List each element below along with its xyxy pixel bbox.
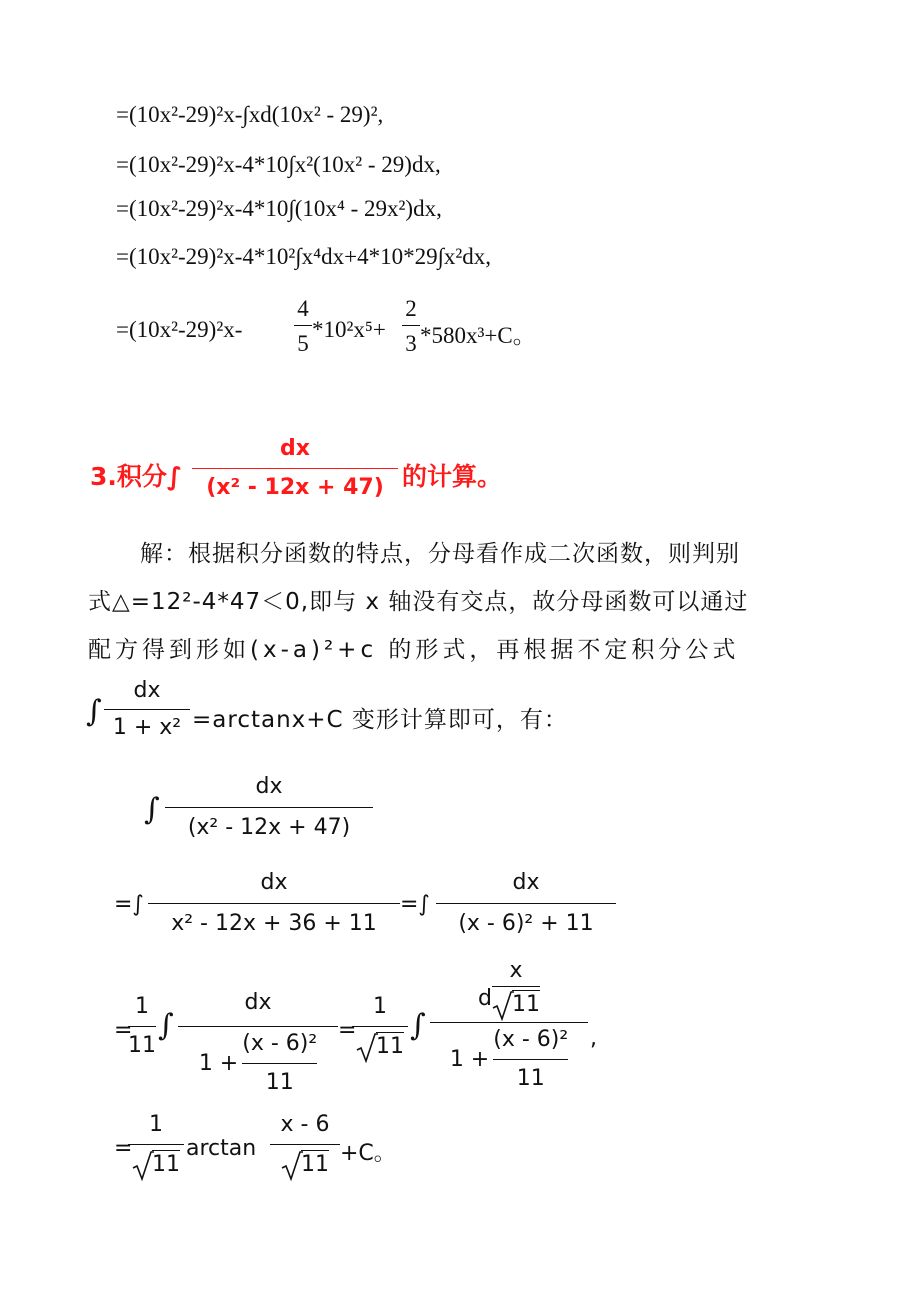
problem-heading-prefix: 3.积分∫ bbox=[90, 462, 183, 491]
step3-equals: = bbox=[114, 1018, 133, 1043]
step2-fraction-bar-2 bbox=[436, 903, 616, 904]
step3-fraction-1 bbox=[178, 992, 338, 1094]
sqrt-radicand: 11 bbox=[376, 1034, 404, 1059]
step3-denominator-2 bbox=[450, 1029, 568, 1090]
fraction-numerator: 2 bbox=[405, 296, 417, 321]
step3-inner-fraction-2 bbox=[493, 1029, 568, 1090]
step3-fraction-bar-2 bbox=[430, 1022, 588, 1023]
fraction-bar bbox=[402, 325, 420, 326]
step3-numerator-1: dx bbox=[244, 990, 272, 1015]
sqrt-symbol bbox=[356, 1033, 404, 1058]
integral-sign: ∫ bbox=[86, 694, 102, 729]
step4-coefficient bbox=[128, 1114, 184, 1176]
step2-eq2-text: =∫ bbox=[400, 892, 430, 917]
step1-numerator: dx bbox=[255, 774, 283, 799]
formula-denominator: 1 + x² bbox=[112, 715, 182, 740]
step3-den-lead: 1 + bbox=[198, 1050, 239, 1076]
step2-equals bbox=[114, 892, 144, 917]
step3-inner-numerator: (x - 6)² bbox=[242, 1031, 318, 1056]
step3-comma: , bbox=[590, 1026, 597, 1051]
step3-coef-bar bbox=[128, 1026, 156, 1027]
step2-numerator-1: dx bbox=[260, 870, 288, 895]
integral-sign: ∫ bbox=[410, 1008, 426, 1043]
step3-d-fraction bbox=[492, 960, 540, 1016]
step2-numerator-2: dx bbox=[512, 870, 540, 895]
sqrt-radical-icon bbox=[132, 1151, 154, 1181]
solution-line-4: =arctanx+C 变形计算即可，有： bbox=[192, 707, 568, 733]
derivation-line-3: =(10x²-29)²x-4*10∫(10x⁴ - 29x²)dx, bbox=[116, 196, 442, 221]
sqrt-radicand: 11 bbox=[511, 992, 540, 1017]
step3-coef2-numerator: 1 bbox=[373, 994, 387, 1019]
step4-coef-bar bbox=[128, 1144, 184, 1145]
step3-inner-denominator: 11 bbox=[265, 1070, 294, 1095]
fraction-4-5 bbox=[294, 297, 312, 355]
step3-coefficient-1 bbox=[128, 996, 156, 1057]
sqrt-radicand: 11 bbox=[301, 1152, 329, 1177]
step3-den2-lead: 1 + bbox=[449, 1046, 490, 1072]
step4-coef-numerator: 1 bbox=[149, 1112, 163, 1137]
step3-d-numerator: x bbox=[509, 958, 523, 983]
formula-fraction-bar bbox=[104, 709, 190, 710]
sqrt-radical-icon bbox=[356, 1033, 378, 1063]
step4-fraction bbox=[270, 1114, 340, 1176]
step3-coef-numerator: 1 bbox=[135, 994, 149, 1019]
step3-inner2-numerator: (x - 6)² bbox=[493, 1027, 569, 1052]
step3-inner2-bar bbox=[493, 1059, 568, 1060]
integral-sign: ∫ bbox=[158, 1008, 174, 1043]
derivation-line-5-prefix: =(10x²-29)²x- bbox=[116, 317, 243, 342]
step3-equals-2: = bbox=[338, 1018, 357, 1043]
fraction-denominator: 5 bbox=[297, 331, 309, 356]
sqrt-radicand: 11 bbox=[152, 1152, 180, 1177]
step3-coef2-bar bbox=[352, 1026, 408, 1027]
fraction-numerator: 4 bbox=[297, 296, 309, 321]
sqrt-symbol bbox=[281, 1151, 329, 1176]
step3-coef-denominator: 11 bbox=[128, 1033, 156, 1058]
fraction-2-3 bbox=[402, 297, 420, 355]
problem-heading-suffix: 的计算。 bbox=[402, 462, 503, 491]
step2-equals-2 bbox=[400, 892, 430, 917]
step4-equals: = bbox=[114, 1136, 133, 1161]
derivation-line-1: =(10x²-29)²x-∫xd(10x² - 29)², bbox=[116, 102, 384, 127]
step4-constant: +C。 bbox=[340, 1141, 396, 1166]
heading-denominator: (x² - 12x + 47) bbox=[206, 475, 384, 500]
arctan-label: arctan bbox=[186, 1136, 257, 1161]
fraction-denominator: 3 bbox=[405, 331, 417, 356]
step3-numerator-2 bbox=[478, 960, 540, 1016]
derivation-line-5-suffix: *580x³+C。 bbox=[420, 323, 536, 348]
sqrt-symbol bbox=[132, 1151, 180, 1176]
heading-fraction-bar bbox=[192, 468, 398, 469]
step2-denominator-2: (x - 6)² + 11 bbox=[458, 911, 594, 936]
step1-fraction-bar bbox=[165, 807, 373, 808]
solution-line-2: 式△=12²-4*47＜0,即与 x 轴没有交点，故分母函数可以通过 bbox=[88, 589, 749, 615]
step3-fraction-2 bbox=[430, 960, 588, 1090]
step2-denominator-1: x² - 12x + 36 + 11 bbox=[171, 911, 377, 936]
derivation-line-5-mid: *10²x⁵+ bbox=[312, 317, 386, 342]
step2-fraction-bar-1 bbox=[148, 903, 400, 904]
sqrt-radical-icon bbox=[492, 991, 514, 1021]
step2-fraction-1 bbox=[148, 872, 400, 935]
step3-inner2-denominator: 11 bbox=[516, 1066, 545, 1091]
step4-fraction-bar bbox=[270, 1144, 340, 1145]
step3-fraction-bar-1 bbox=[178, 1026, 338, 1027]
step3-denominator-1 bbox=[199, 1033, 317, 1094]
problem-heading-fraction bbox=[192, 438, 398, 499]
step4-numerator: x - 6 bbox=[280, 1112, 330, 1137]
sqrt-symbol bbox=[492, 991, 540, 1016]
step3-d-letter: d bbox=[478, 986, 492, 1011]
formula-numerator: dx bbox=[133, 678, 161, 703]
step2-fraction-2 bbox=[436, 872, 616, 935]
derivation-line-2: =(10x²-29)²x-4*10∫x²(10x² - 29)dx, bbox=[116, 152, 441, 177]
step3-inner-fraction bbox=[242, 1033, 317, 1094]
step2-eq-text: =∫ bbox=[114, 892, 144, 917]
arctan-formula-fraction bbox=[104, 680, 190, 739]
derivation-line-4: =(10x²-29)²x-4*10²∫x⁴dx+4*10*29∫x²dx, bbox=[116, 244, 492, 269]
step3-inner-bar bbox=[242, 1063, 317, 1064]
fraction-bar bbox=[294, 325, 312, 326]
step1-fraction bbox=[165, 776, 373, 839]
step3-d-bar bbox=[492, 986, 540, 987]
integral-sign: ∫ bbox=[144, 792, 160, 827]
solution-line-3: 配方得到形如(x-a)²+c 的形式，再根据不定积分公式 bbox=[88, 637, 740, 663]
solution-line-1: 解：根据积分函数的特点，分母看作成二次函数，则判别 bbox=[140, 541, 740, 567]
heading-numerator: dx bbox=[280, 436, 310, 461]
step3-coefficient-2 bbox=[352, 996, 408, 1058]
step1-denominator: (x² - 12x + 47) bbox=[187, 815, 351, 840]
sqrt-radical-icon bbox=[281, 1151, 303, 1181]
